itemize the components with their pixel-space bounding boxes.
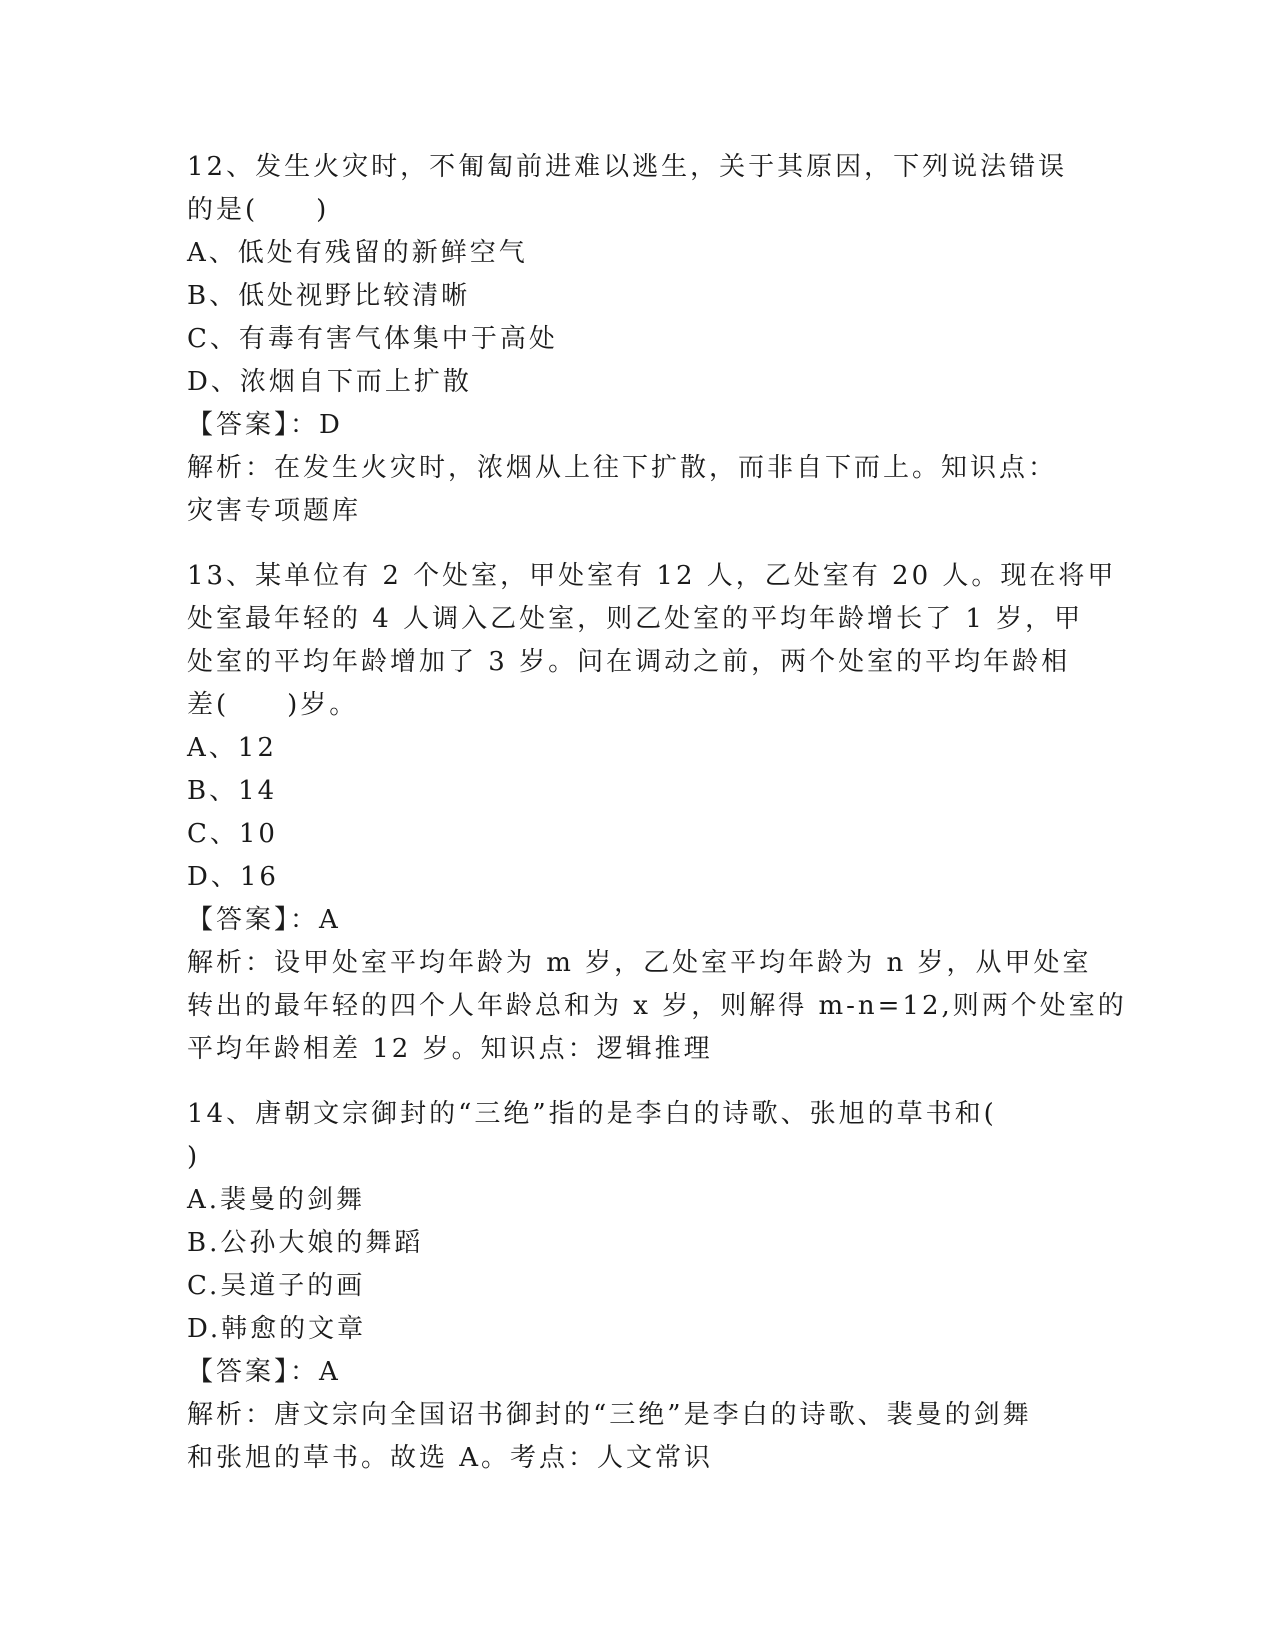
document-page (187, 146, 1127, 1480)
option-a: A.裴曼的剑舞 (187, 1185, 366, 1215)
question-14 (187, 1093, 1087, 1480)
option-d: D.韩愈的文章 (187, 1314, 367, 1344)
question-stem-line: 13、某单位有 2 个处室，甲处室有 12 人，乙处室有 20 人。现在将甲 (187, 561, 1117, 591)
answer-line: 【答案】：A (187, 1357, 341, 1387)
answer-line: 【答案】：A (187, 905, 341, 935)
option-a: A、低处有残留的新鲜空气 (187, 238, 528, 268)
explanation-line: 和张旭的草书。故选 A。考点：人文常识 (187, 1443, 714, 1473)
answer-line: 【答案】：D (187, 410, 343, 440)
question-stem-line: 12、发生火灾时，不匍匐前进难以逃生，关于其原因，下列说法错误 (187, 152, 1068, 182)
question-stem-line: 处室最年轻的 4 人调入乙处室，则乙处室的平均年龄增长了 1 岁，甲 (187, 604, 1084, 634)
option-c: C.吴道子的画 (187, 1271, 366, 1301)
option-b: B、低处视野比较清晰 (187, 281, 471, 311)
question-spacer (187, 1071, 1087, 1093)
option-d: D、16 (187, 862, 279, 892)
option-c: C、10 (187, 819, 278, 849)
explanation-line: 解析：在发生火灾时，浓烟从上往下扩散，而非自下而上。知识点： (187, 453, 1058, 483)
question-stem-line: 差( )岁。 (187, 690, 359, 720)
question-stem-line: 14、唐朝文宗御封的“三绝”指的是李白的诗歌、张旭的草书和( (187, 1099, 997, 1129)
option-a: A、12 (187, 733, 277, 763)
explanation-line: 转出的最年轻的四个人年龄总和为 x 岁，则解得 m-n=12,则两个处室的 (187, 991, 1127, 1021)
explanation-line: 解析：设甲处室平均年龄为 m 岁，乙处室平均年龄为 n 岁，从甲处室 (187, 948, 1092, 978)
question-12 (187, 146, 1087, 533)
explanation-line: 灾害专项题库 (187, 496, 362, 526)
option-c: C、有毒有害气体集中于高处 (187, 324, 558, 354)
question-stem-line: 的是( ) (187, 195, 330, 225)
option-b: B、14 (187, 776, 278, 806)
explanation-line: 解析：唐文宗向全国诏书御封的“三绝”是李白的诗歌、裴曼的剑舞 (187, 1400, 1032, 1430)
question-13 (187, 555, 1127, 1071)
question-spacer (187, 533, 1087, 555)
option-b: B.公孙大娘的舞蹈 (187, 1228, 424, 1258)
question-stem-line: 处室的平均年龄增加了 3 岁。问在调动之前，两个处室的平均年龄相 (187, 647, 1071, 677)
explanation-line: 平均年龄相差 12 岁。知识点：逻辑推理 (187, 1034, 713, 1064)
option-d: D、浓烟自下而上扩散 (187, 367, 472, 397)
question-stem-line: ) (187, 1142, 201, 1172)
